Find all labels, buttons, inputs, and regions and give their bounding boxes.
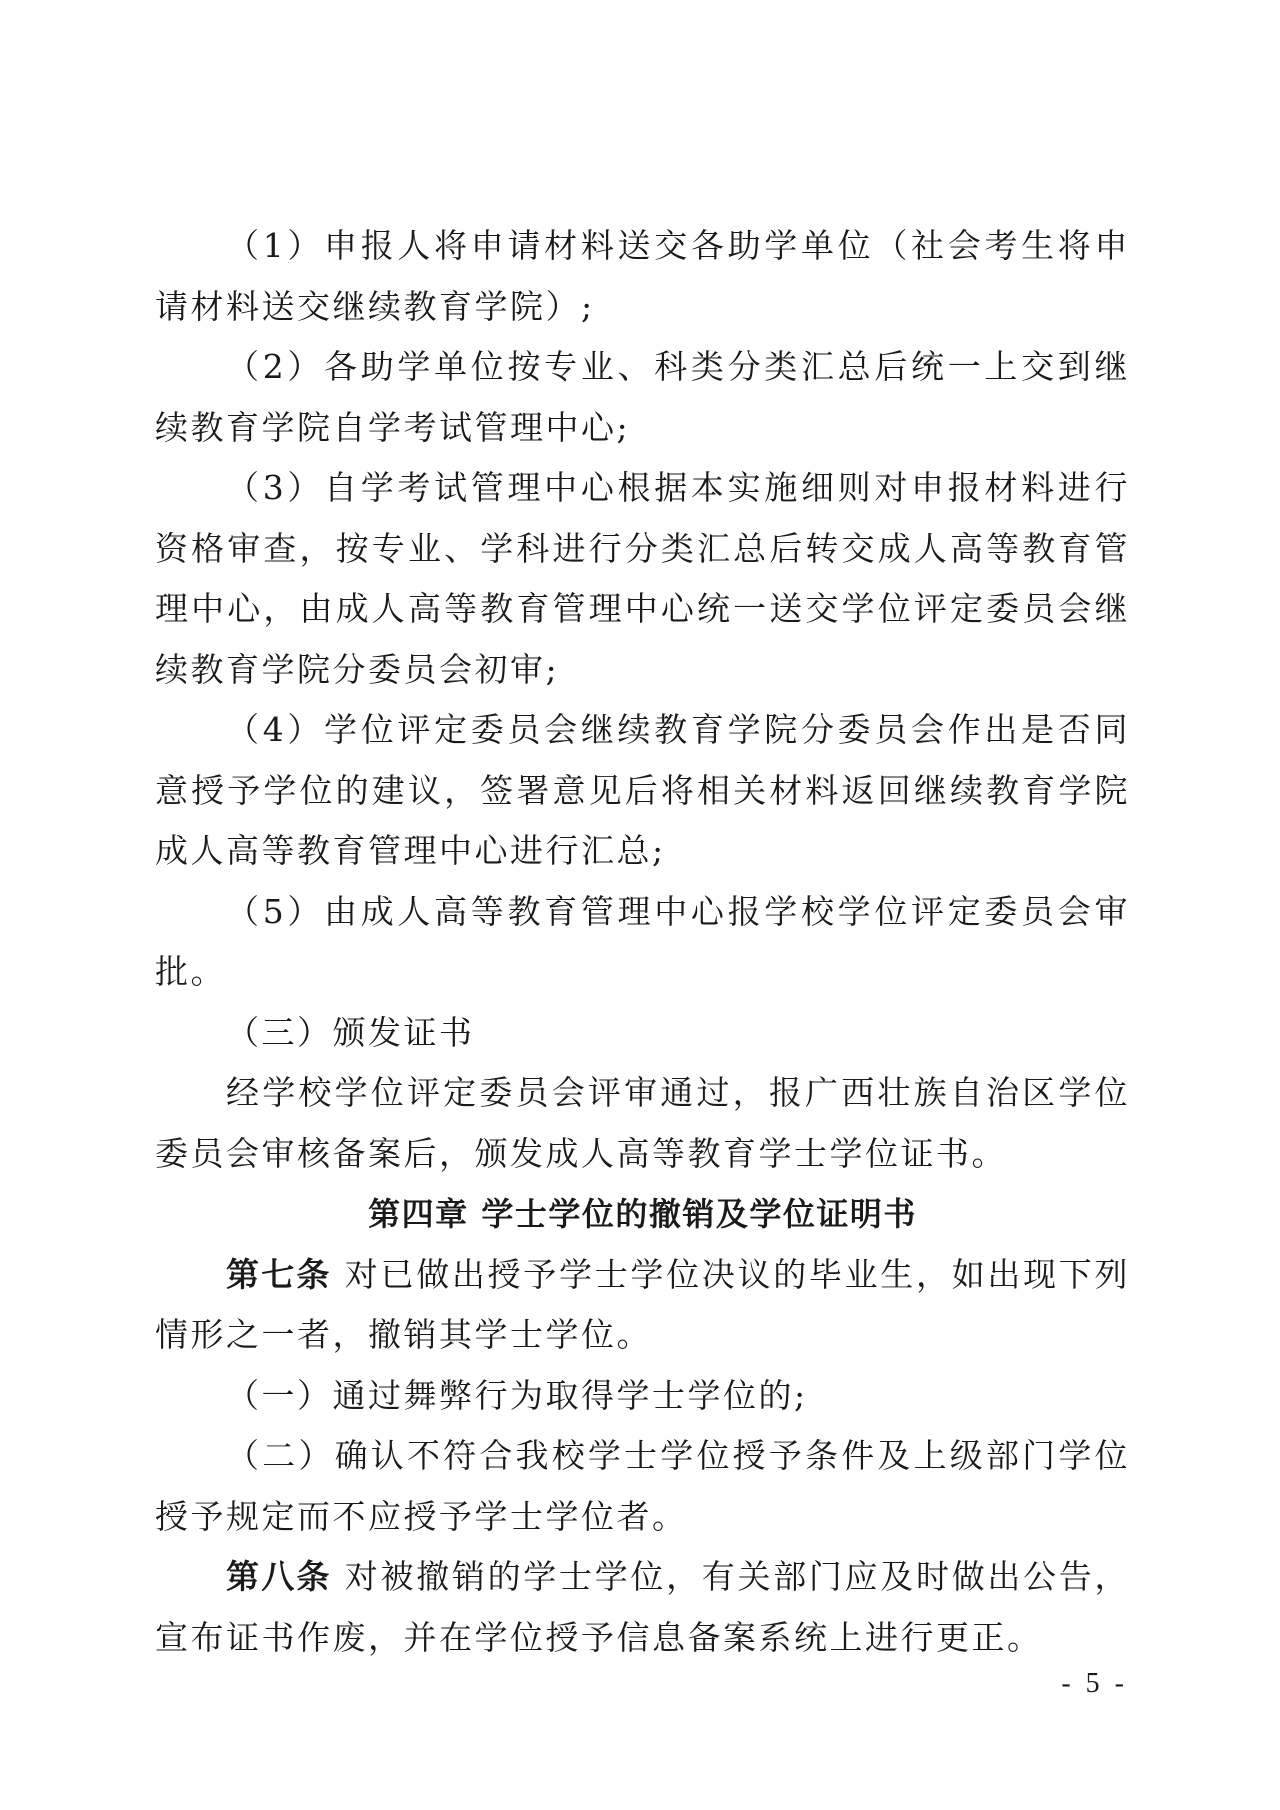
article-7-label: 第七条 — [226, 1254, 332, 1294]
article-7-item-2: （二）确认不符合我校学士学位授予条件及上级部门学位授予规定而不应授予学士学位者。 — [155, 1436, 1130, 1536]
article-7-item-1: （一）通过舞弊行为取得学士学位的; — [226, 1375, 808, 1415]
chapter-title: 第四章 学士学位的撤销及学位证明书 — [368, 1195, 917, 1233]
section-heading-certificate: （三）颁发证书 — [226, 1012, 475, 1052]
procedure-step-4: （4）学位评定委员会继续教育学院分委员会作出是否同意授予学位的建议，签署意见后将相关材料返回继续教育学院成人高等教育管理中心进行汇总; — [155, 710, 1130, 870]
document-body — [155, 216, 1130, 1668]
procedure-step-1: （1）申报人将申请材料送交各助学单位（社会考生将申请材料送交继续教育学院）; — [155, 226, 1130, 326]
article-7-paragraph — [155, 1245, 1130, 1366]
article-8-paragraph — [155, 1547, 1130, 1668]
procedure-step-3: （3）自学考试管理中心根据本实施细则对申报材料进行资格审查，按专业、学科进行分类汇总后转交成人高等教育管理中心，由成人高等教育管理中心统一送交学位评定委员会继续教育学院分委员会初审; — [155, 468, 1130, 689]
page-number: - 5 - — [1061, 1668, 1128, 1699]
procedure-step-2: （2）各助学单位按专业、科类分类汇总后统一上交到继续教育学院自学考试管理中心; — [155, 347, 1130, 447]
article-8-label: 第八条 — [226, 1557, 332, 1596]
article-7-text: 对已做出授予学士学位决议的毕业生，如出现下列情形之一者，撤销其学士学位。 — [155, 1254, 1130, 1354]
article-8-text: 对被撤销的学士学位，有关部门应及时做出公告，宣布证书作废，并在学位授予信息备案系统上进行更正。 — [155, 1557, 1130, 1657]
procedure-step-5: （5）由成人高等教育管理中心报学校学位评定委员会审批。 — [155, 891, 1130, 991]
certificate-paragraph: 经学校学位评定委员会评审通过，报广西壮族自治区学位委员会审核备案后，颁发成人高等教育学士学位证书。 — [155, 1073, 1130, 1173]
